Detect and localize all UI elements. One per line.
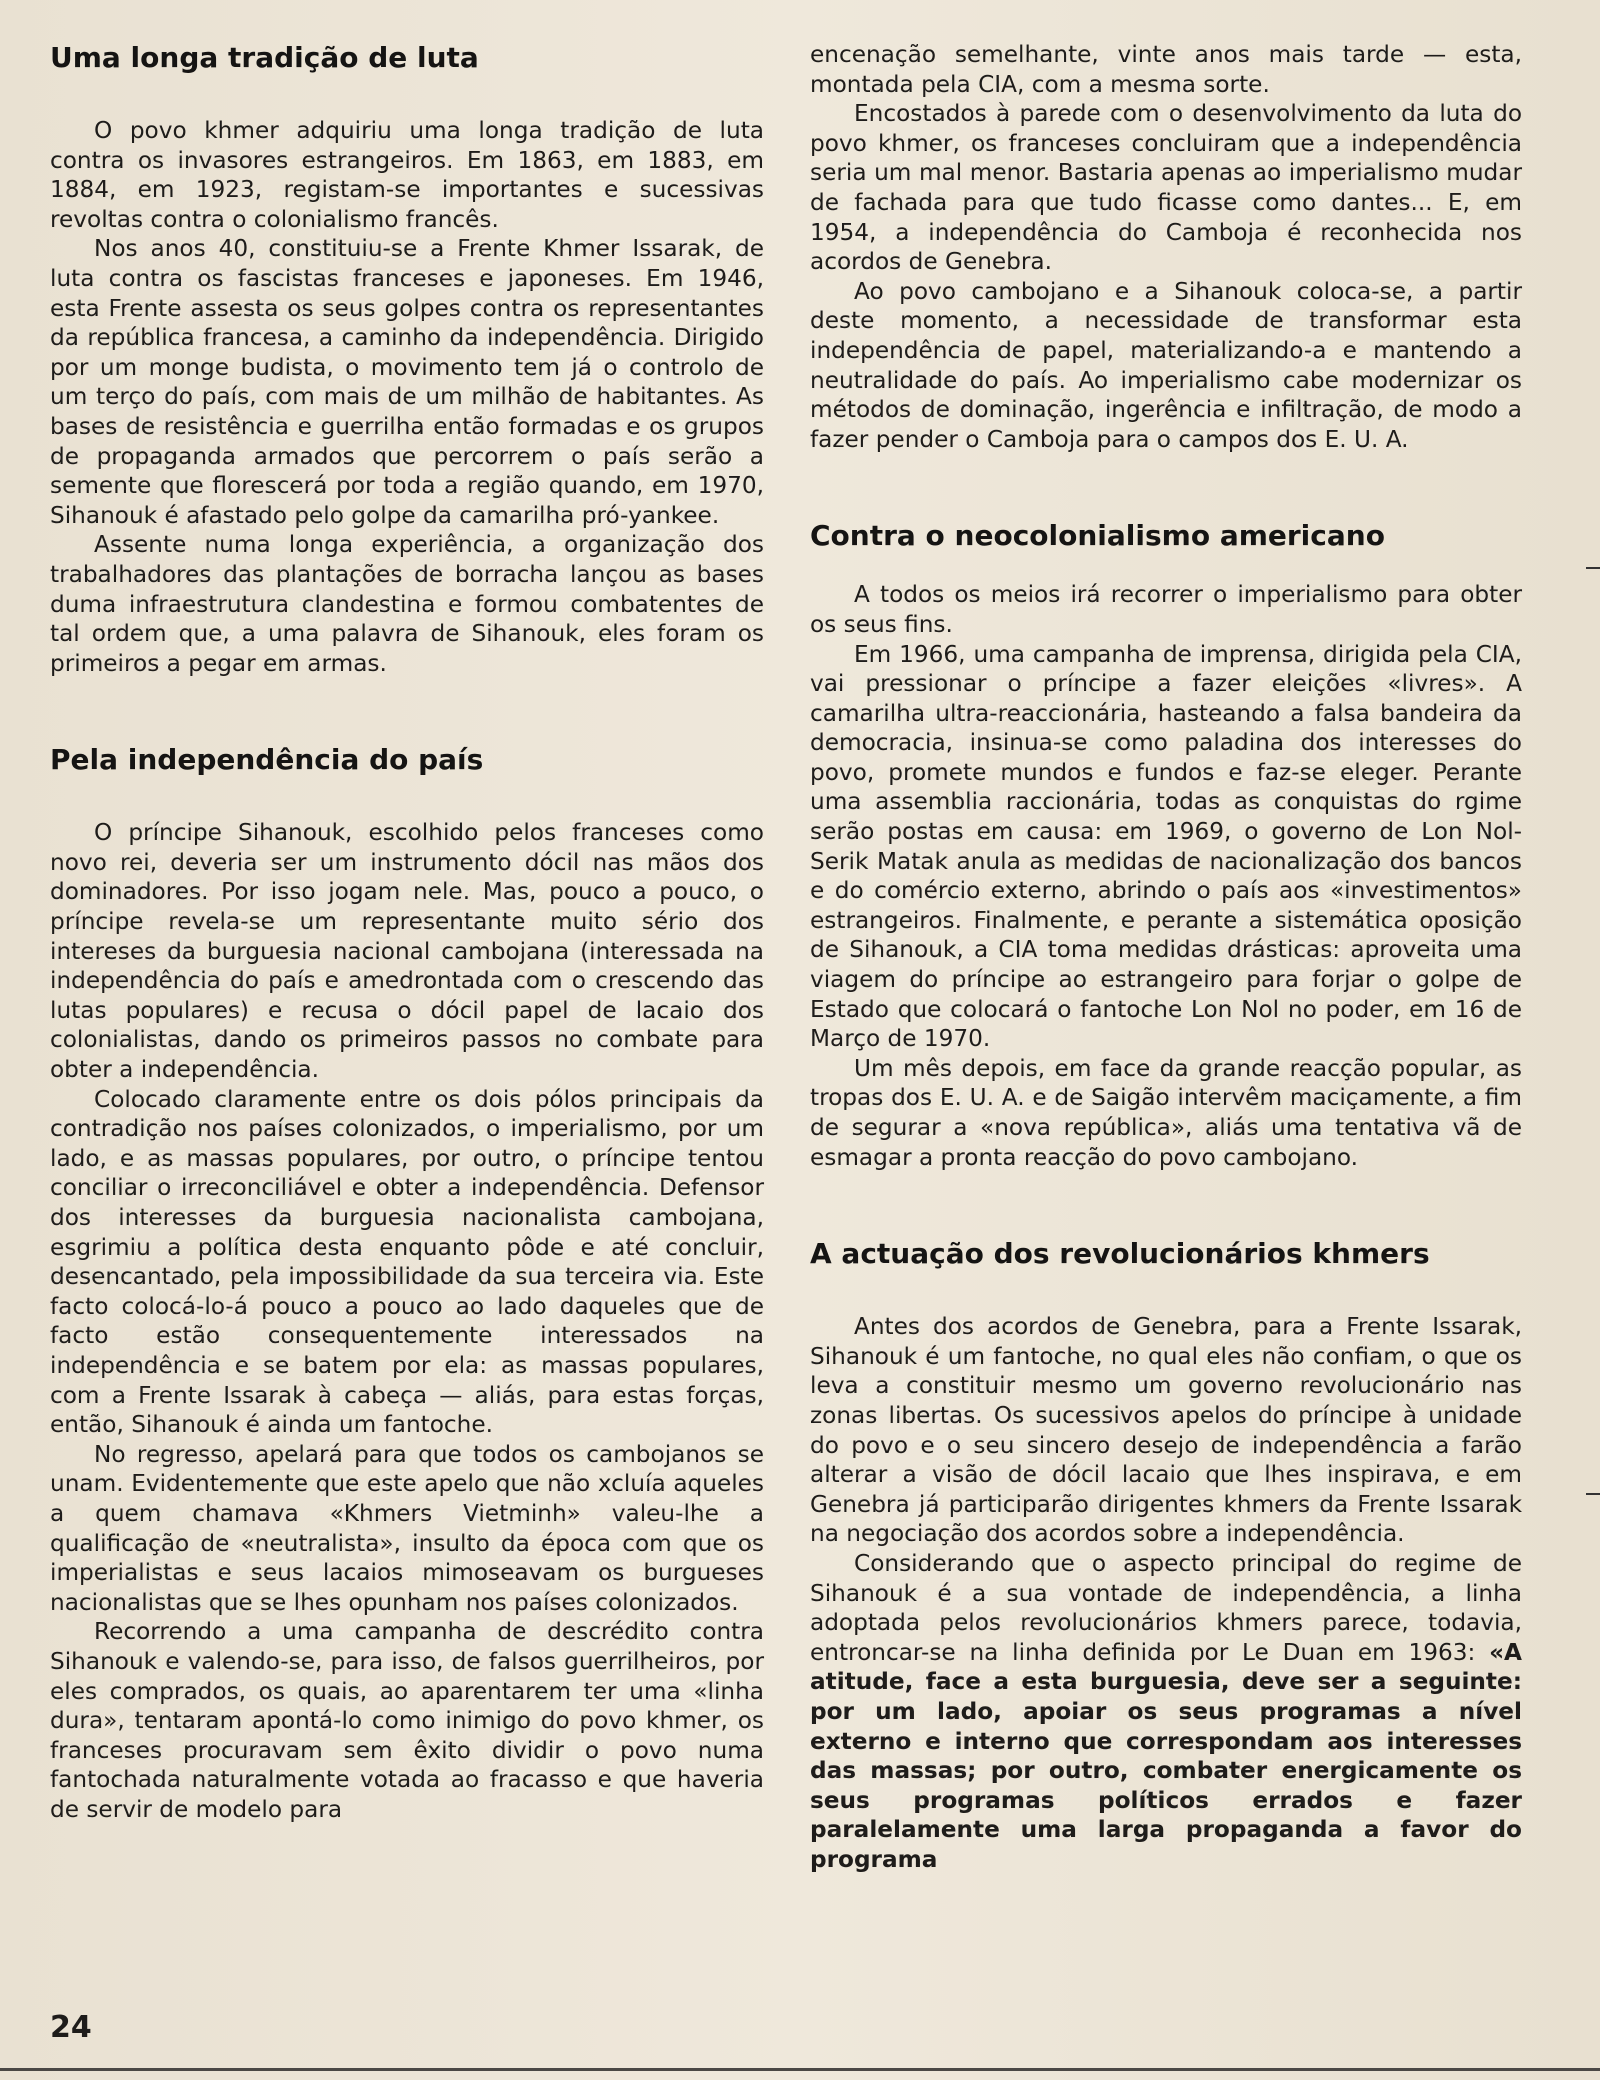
paragraph: Colocado claramente entre os dois pólos principais da contradição nos países colonizados, o imperialismo, por um lado, e as massas populares, por outro, o príncipe tentou conciliar o irreconciliável e obter a independência. Defensor dos interesses da burguesia nacionalista cambojana, esgrimiu a política desta enquanto pôde e até concluir, desencantado, pela impossibilidade da sua terceira via. Este facto colocá-lo-á pouco a pouco ao lado daqueles que de facto estão consequentemente interessados na independência e se batem por ela: as massas populares, com a Frente Issarak à cabeça — aliás, para estas forças, então, Sihanouk é ainda um fantoche. <box>50 1085 764 1439</box>
paragraph: No regresso, apelará para que todos os cambojanos se unam. Evidentemente que este apelo que não xcluía aqueles a quem chamava «Khmers Vietminh» valeu-lhe a qualificação de «neutralista», insulto da época com que os imperialistas e seus lacaios mimoseavam os burgueses nacionalistas que se lhes opunham nos países colonizados. <box>50 1440 764 1616</box>
section-heading-independence: Pela independência do país <box>50 743 484 777</box>
paragraph: Antes dos acordos de Genebra, para a Frente Issarak, Sihanouk é um fantoche, no qual eles não confiam, o que os leva a constituir mesmo um governo revolucionário nas zonas libertas. Os sucessivos apelos do príncipe à unidade do povo e o seu sincero desejo de independência a farão alterar a visão de dócil lacaio que lhes inspirava, e em Genebra já participarão dirigentes khmers da Frente Issarak na negociação dos acordos sobre a independência. <box>810 1313 1522 1548</box>
right-column <box>810 40 1522 1874</box>
section-heading-neocolonialism: Contra o neocolonialismo americano <box>810 519 1385 553</box>
paragraph: O povo khmer adquiriu uma longa tradição de luta contra os invasores estrangeiros. Em 1863, em 1883, em 1884, em 1923, registam-se importantes e sucessivas revoltas contra o colonialismo francês. <box>50 117 764 233</box>
paragraph: Recorrendo a uma campanha de descrédito contra Sihanouk e valendo-se, para isso, de falsos guerrilheiros, por eles comprados, os quais, ao aparentarem ter uma «linha dura», tentaram apontá-lo como inimigo do povo khmer, os franceses procuravam sem êxito dividir o povo numa fantochada naturalmente votada ao fracasso e que haveria de servir de modelo para <box>50 1618 764 1823</box>
paragraph: O príncipe Sihanouk, escolhido pelos franceses como novo rei, deveria ser um instrumento dócil nas mãos dos dominadores. Por isso jogam nele. Mas, pouco a pouco, o príncipe revela-se um representante muito sério dos intereses da burguesia nacional cambojana (interessada na independência do país e amedrontada com o crescendo das lutas populares) e recusa o dócil papel de lacaio dos colonialistas, dando os primeiros passos no combate para obter a independência. <box>50 819 764 1084</box>
left-column <box>50 40 764 1824</box>
edge-mark <box>1586 567 1600 569</box>
paragraph: A todos os meios irá recorrer o imperialismo para obter os seus fins. <box>810 581 1522 638</box>
paragraph: Assente numa longa experiência, a organização dos trabalhadores das plantações de borracha lançou as bases duma infraestrutura clandestina e formou combatentes de tal ordem que, a uma palavra de Sihanouk, eles foram os primeiros a pegar em armas. <box>50 531 764 677</box>
paragraph: Um mês depois, em face da grande reacção popular, as tropas dos E. U. A. e de Saigão intervêm maciçamente, a fim de segurar a «nova república», aliás uma tentativa vã de esmagar a pronta reacção do povo cambojano. <box>810 1054 1522 1171</box>
paragraph: Encostados à parede com o desenvolvimento da luta do povo khmer, os franceses concluiram que a independência seria um mal menor. Bastaria apenas ao imperialismo mudar de fachada para que tudo ficasse como dantes... E, em 1954, a independência do Camboja é reconhecida nos acordos de Genebra. <box>810 100 1522 276</box>
paragraph: Ao povo cambojano e a Sihanouk coloca-se, a partir deste momento, a necessidade de transformar esta independência de papel, materializando-a e mantendo a neutralidade do país. Ao imperialismo cabe modernizar os métodos de dominação, ingerência e infiltração, de modo a fazer pender o Camboja para o campos dos E. U. A. <box>810 277 1522 453</box>
section-heading-tradition: Uma longa tradição de luta <box>50 41 479 74</box>
paragraph: Nos anos 40, constituiu-se a Frente Khmer Issarak, de luta contra os fascistas franceses e japoneses. Em 1946, esta Frente assesta os seus golpes contra os representantes da república francesa, a caminho da independência. Dirigido por um monge budista, o movimento tem já o controlo de um terço do país, com mais de um milhão de habitantes. As bases de resistência e guerrilha então formadas e os grupos de propaganda armados que percorrem o país serão a semente que florescerá por toda a região quando, em 1970, Sihanouk é afastado pelo golpe da camarilha pró-yankee. <box>50 235 764 529</box>
paragraph: Em 1966, uma campanha de imprensa, dirigida pela CIA, vai pressionar o príncipe a fazer eleições «livres». A camarilha ultra-reaccionária, hasteando a falsa bandeira da democracia, insinua-se como paladina dos interesses do povo, promete mundos e fundos e faz-se eleger. Perante uma assemblia raccionária, todas as conquistas do rgime serão postas em causa: em 1969, o governo de Lon Nol-Serik Matak anula as medidas de nacionalização dos bancos e do comércio externo, abrindo o país aos «investimentos» estrangeiros. Finalmente, e perante a sistemática oposição de Sihanouk, a CIA toma medidas drásticas: aproveita uma viagem do príncipe ao estrangeiro para forjar o golpe de Estado que colocará o fantoche Lon Nol no poder, em 16 de Março de 1970. <box>810 640 1522 1053</box>
section-heading-revolutionaries: A actuação dos revolucionários khmers <box>810 1237 1430 1271</box>
edge-mark <box>1586 1493 1600 1495</box>
page-bottom-edge <box>0 2068 1600 2071</box>
paragraph-text: Considerando que o aspecto principal do regime de Sihanouk é a sua vontade de independência, a linha adoptada pelos revolucionários khmers parece, todavia, entroncar-se na linha definida por Le Duan em 1963: <box>810 1549 1522 1666</box>
quote-bold-text: «A atitude, face a esta burguesia, deve ser a seguinte: por um lado, apoiar os seus programas a nível externo e interno que correspondam aos interesses das massas; por outro, combater energicamente os seus programas políticos errados e fazer paralelamente uma larga propaganda a favor do programa <box>810 1638 1522 1873</box>
page-number: 24 <box>50 2010 92 2045</box>
paragraph-quote <box>810 1549 1522 1875</box>
paragraph-continuation: encenação semelhante, vinte anos mais tarde — esta, montada pela CIA, com a mesma sorte. <box>810 41 1522 98</box>
